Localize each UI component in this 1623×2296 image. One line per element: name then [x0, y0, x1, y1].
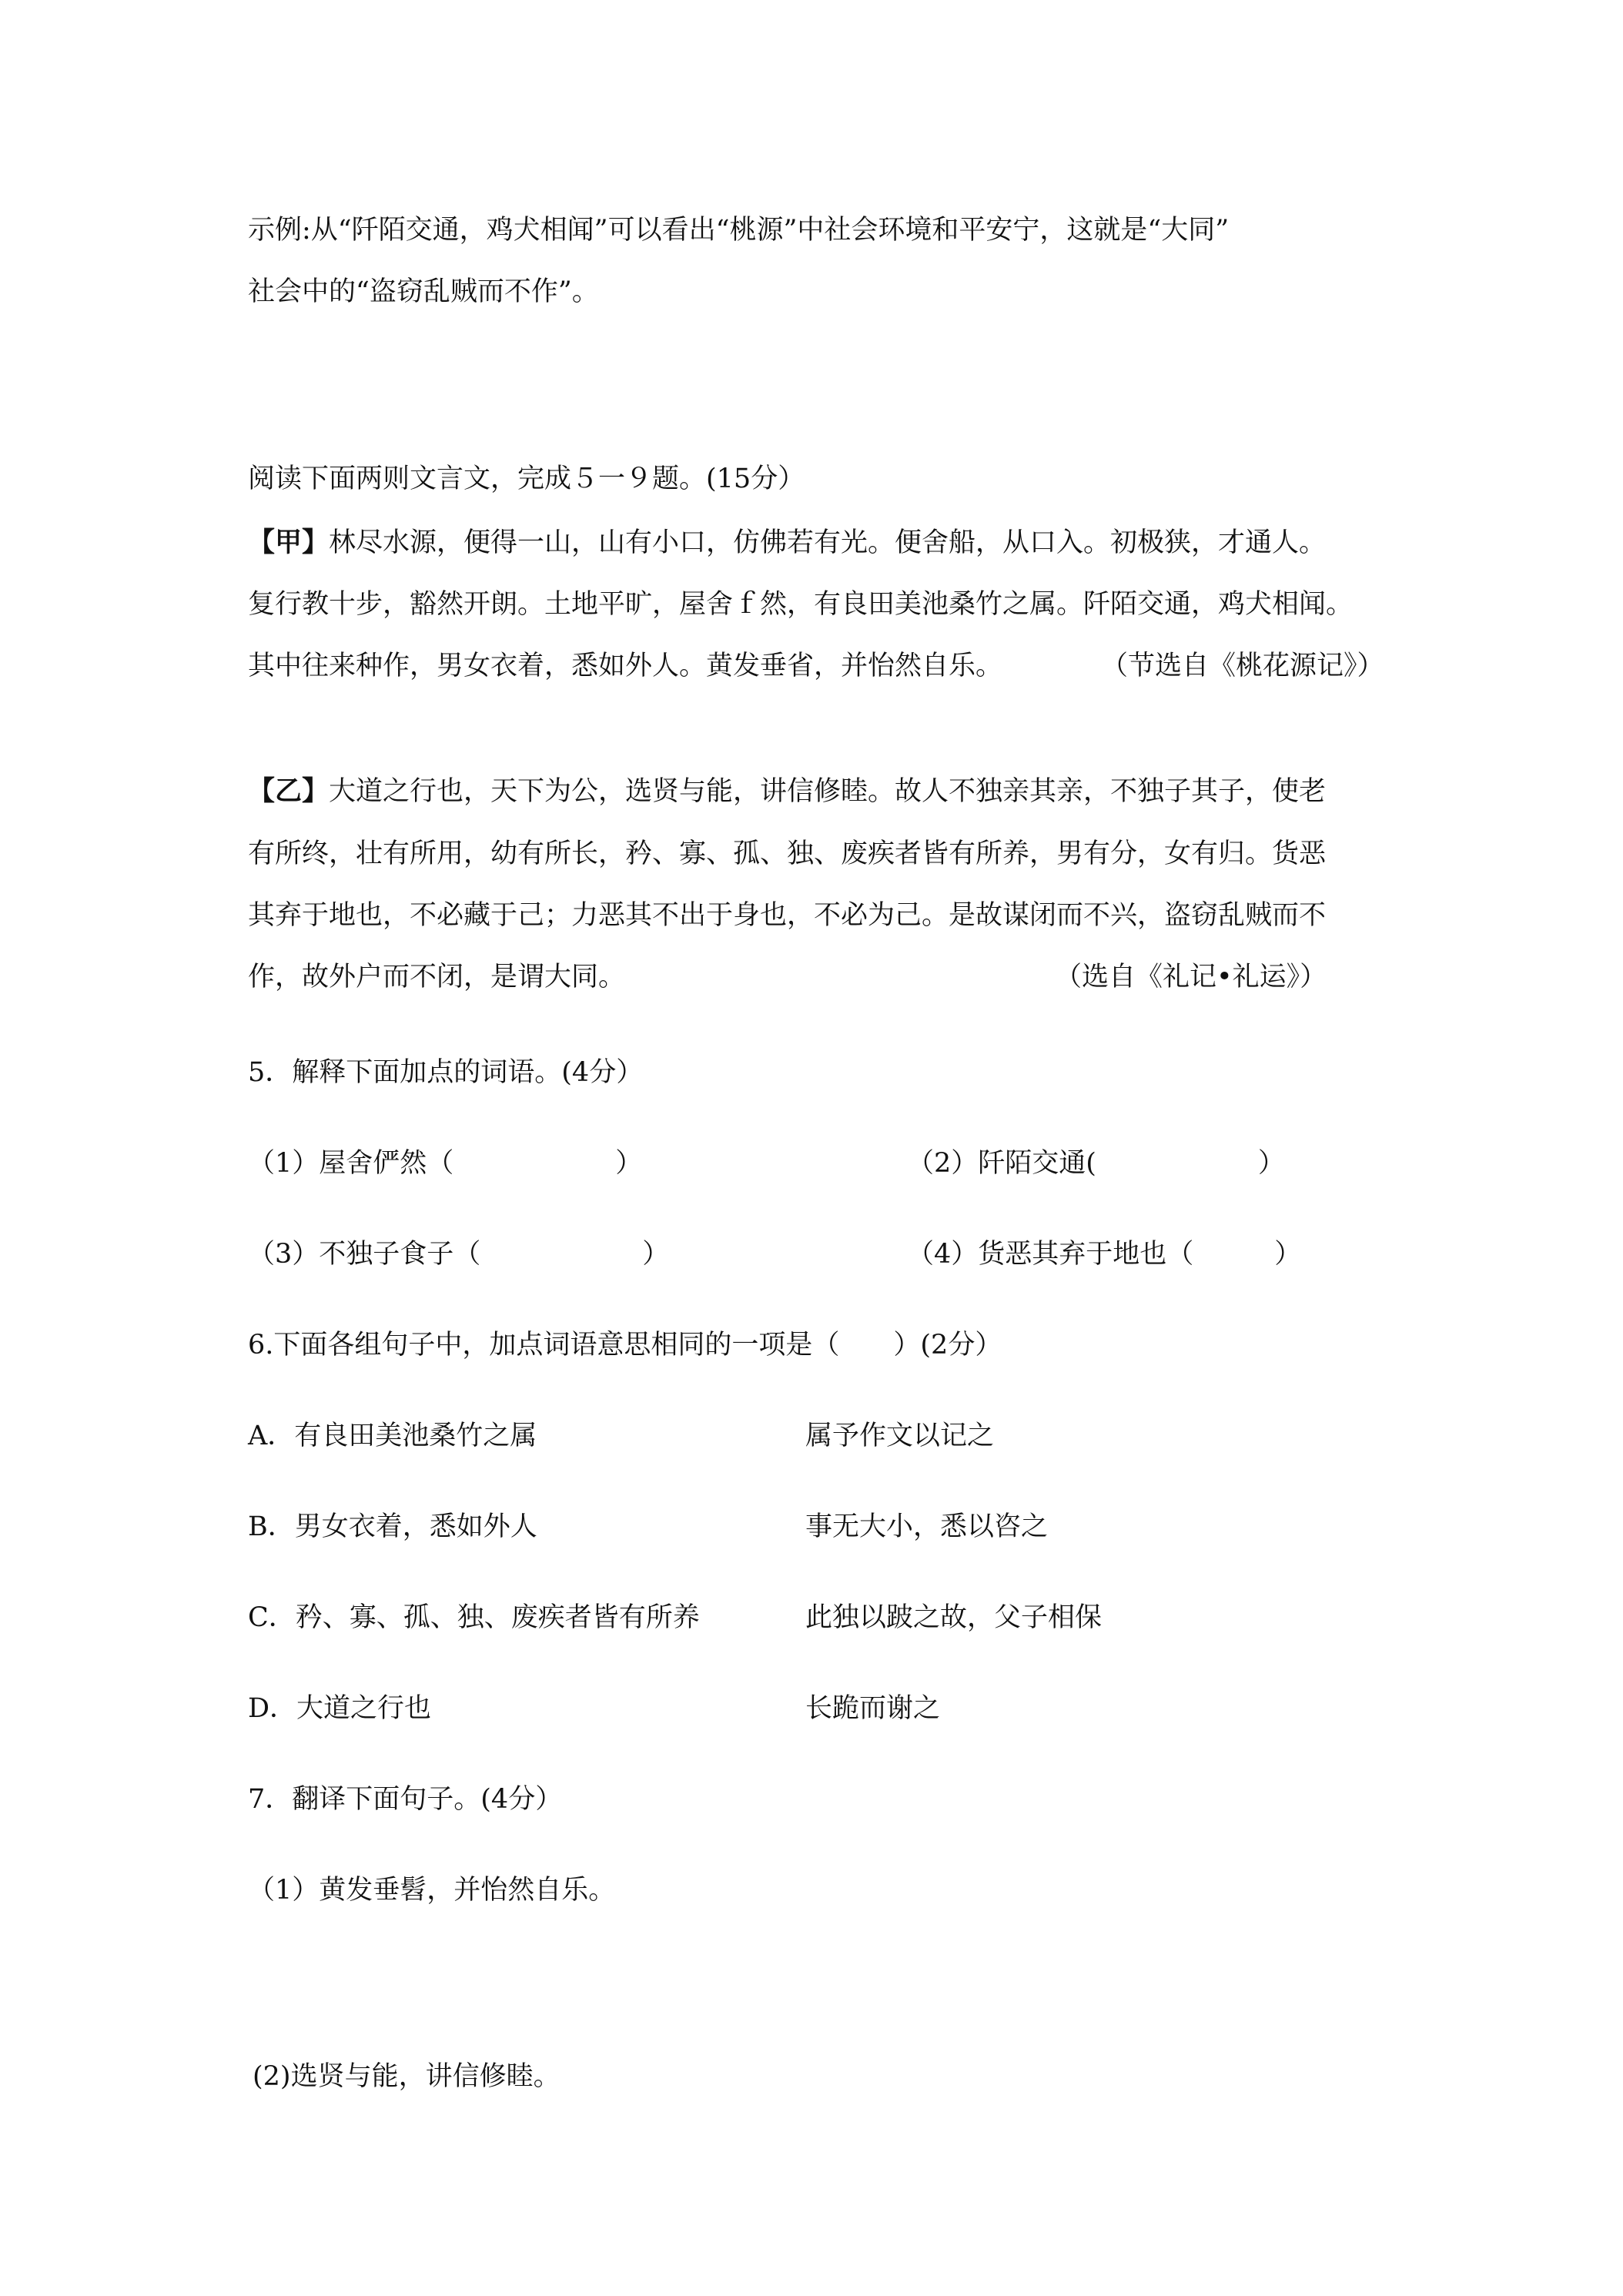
question-5-title: 5．解释下面加点的词语。(4分） [248, 1057, 644, 1088]
question-5-item-1: （1）屋舍俨然（ ） [248, 1148, 643, 1179]
example-line-1: 示例:从“阡陌交通，鸡犬相闻”可以看出“桃源”中社会环境和平安宁，这就是“大同” [248, 215, 1230, 246]
passage-jia-tag: 【甲】 [248, 527, 330, 558]
passage-jia-text-1: 林尽水源，便得一山，山有小口，仿佛若有光。便舍船，从口入。初极狭，才通人。 [329, 527, 1327, 558]
question-7-item-1: （1）黄发垂髫，并怡然自乐。 [248, 1875, 616, 1906]
question-6-title: 6.下面各组句子中，加点词语意思相同的一项是（ ）(2分） [248, 1330, 1002, 1361]
passage-yi-line-1 [248, 775, 1327, 807]
question-6-option-b-right: 事无大小，悉以咨之 [805, 1511, 1049, 1542]
question-5-item-4: （4）货恶其弃于地也（ ） [907, 1239, 1302, 1270]
question-6-option-d-left: D．大道之行也 [248, 1693, 432, 1724]
passage-yi-line-3: 其弃于地也，不必藏于己；力恶其不出于身也，不必为己。是故谋闭而不兴，盗窃乱贼而不 [248, 900, 1327, 931]
question-6-option-a-left: A．有良田美池桑竹之属 [248, 1421, 537, 1451]
question-5-item-2: （2）阡陌交通( ） [907, 1148, 1285, 1179]
passage-yi-line-2: 有所终，壮有所用，幼有所长，矜、寡、孤、独、废疾者皆有所养，男有分，女有归。货恶 [248, 838, 1327, 869]
reading-intro: 阅读下面两则文言文，完成５一９题。(15分） [248, 464, 805, 494]
passage-yi-text-1: 大道之行也，天下为公，选贤与能，讲信修睦。故人不独亲其亲，不独子其子，使老 [329, 776, 1327, 807]
passage-jia-source: （节选自《桃花源记》） [1101, 651, 1384, 681]
question-7-item-2: (2)选贤与能，讲信修睦。 [253, 2061, 561, 2092]
passage-jia-line-1 [248, 529, 1326, 557]
question-6-option-c-left: C．矜、寡、孤、独、废疾者皆有所养 [248, 1602, 700, 1633]
passage-yi-line-4: 作，故外户而不闭，是谓大同。 [248, 962, 626, 992]
question-6-option-d-right: 长跪而谢之 [805, 1693, 941, 1724]
question-7-title: 7．翻译下面句子。(4分） [248, 1784, 563, 1815]
question-5-item-3: （3）不独子食子（ ） [248, 1239, 670, 1270]
passage-jia-line-3: 其中往来种作，男女衣着，悉如外人。黄发垂省，并怡然自乐。 [248, 651, 1003, 681]
passage-jia-line-2: 复行教十步，豁然开朗。土地平旷，屋舍ｆ然，有良田美池桑竹之属。阡陌交通，鸡犬相闻。 [248, 589, 1354, 620]
question-6-option-c-right: 此独以跛之故，父子相保 [805, 1602, 1103, 1633]
example-line-2: 社会中的“盗窃乱贼而不作”。 [248, 276, 599, 307]
question-6-option-a-right: 属予作文以记之 [805, 1421, 995, 1451]
passage-yi-tag: 【乙】 [248, 775, 330, 807]
passage-yi-source: （选自《礼记•礼运》） [1055, 962, 1327, 992]
question-6-option-b-left: B．男女衣着，悉如外人 [248, 1511, 537, 1542]
